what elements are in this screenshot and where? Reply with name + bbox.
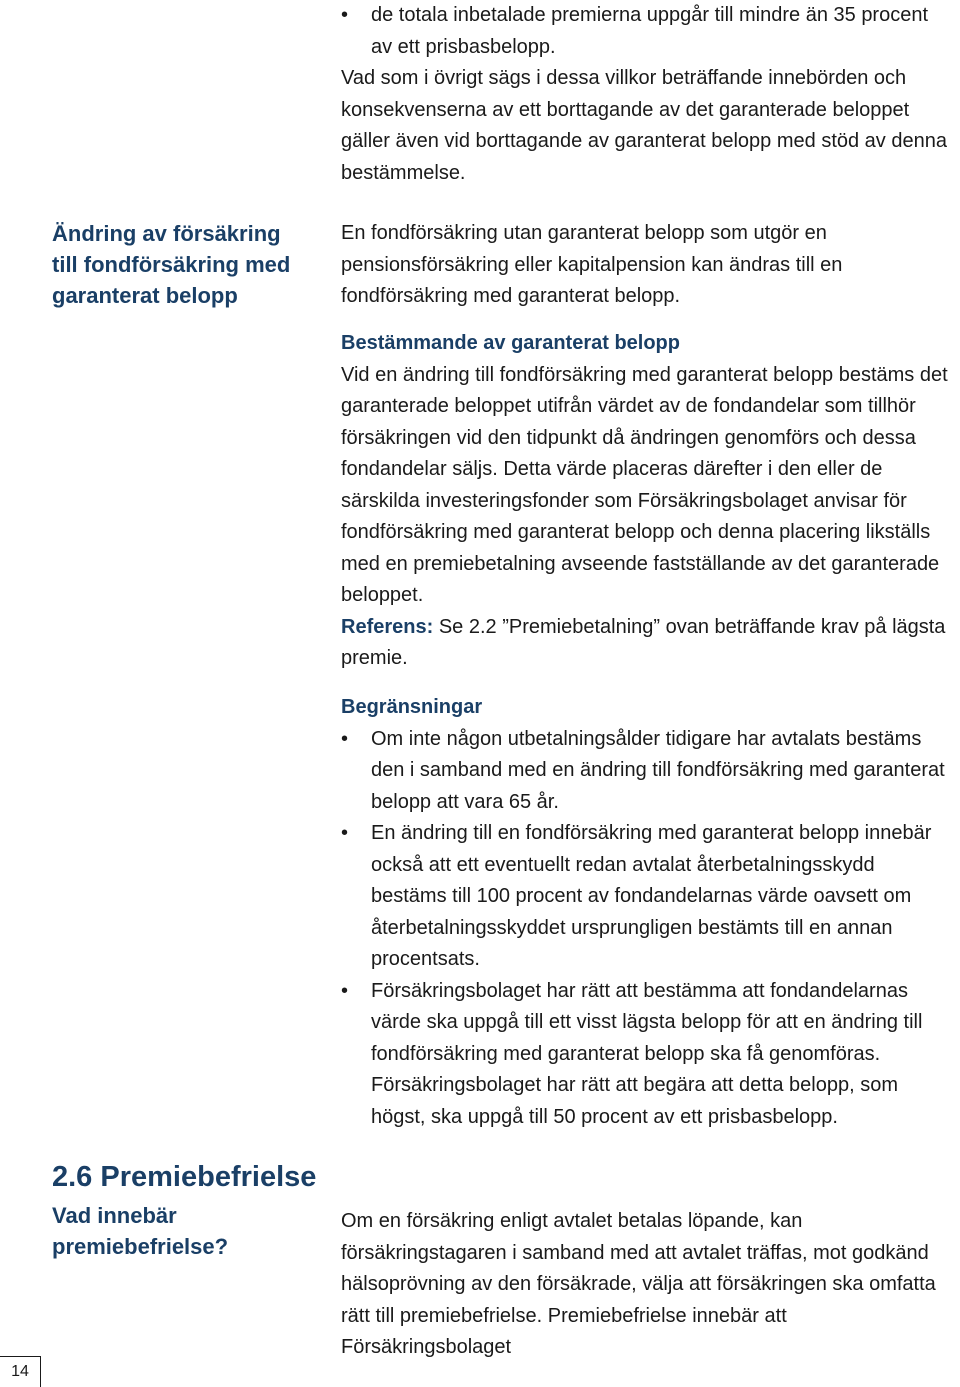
margin-heading-line: garanterat belopp <box>52 283 238 308</box>
top-continuation <box>341 0 953 189</box>
reference-label: Referens: <box>341 615 434 638</box>
paragraph: Vid en ändring till fondförsäkring med garanterat belopp bestäms det garanterade beloppet utifrån värdet av de fondandelar som tillhör försäkringen vid den tidpunkt då ändringen genomförs och dessa fondandelar säljs. Detta värde placeras därefter i den eller de särskilda investeringsfonder som Försäkringsbolaget anvisar för fondförsäkring med garanterat belopp och denna placering likställs med en premiebetalning avseende fastställande av det garanterade beloppet. <box>341 363 948 606</box>
subheading-begransningar: Begränsningar <box>341 696 483 718</box>
reference-text: Se 2.2 ”Premiebetalning” ovan beträffande krav på lägsta premie. <box>341 615 946 669</box>
subheading-bestammande: Bestämmande av garanterat belopp <box>341 332 680 354</box>
list-item: • de totala inbetalade premierna uppgår till mindre än 35 procent av ett prisbasbelopp. <box>341 0 953 63</box>
list-item: • En ändring till en fondförsäkring med garanterat belopp innebär också att ett eventuellt redan avtalat återbetalningsskydd bestäms till 100 procent av fondandelarnas värde oavsett om återbetalningsskyddet ursprungligen bestämts till en annan procentsats. <box>341 818 953 976</box>
section-number: 2.6 Premiebefrielse <box>52 1161 317 1193</box>
section-question <box>52 1200 322 1262</box>
top-bullet-list <box>341 0 953 63</box>
section-2-6-heading <box>52 1160 322 1262</box>
begransningar-list <box>341 724 953 1134</box>
section-question-line: Vad innebär <box>52 1203 177 1228</box>
bestammande-section <box>341 328 953 675</box>
list-item: • Om inte någon utbetalningsålder tidigare har avtalats bestäms den i samband med en ändring till fondförsäkring med garanterat belopp att vara 65 år. <box>341 724 953 819</box>
section-question-line: premiebefrielse? <box>52 1234 229 1259</box>
list-item: • Försäkringsbolaget har rätt att bestämma att fondandelarnas värde ska uppgå till ett visst lägsta belopp för att en ändring till fondförsäkring med garanterat belopp ska få genomföras. Försäkringsbolaget har rätt att begära att detta belopp, som högst, ska uppgå till 50 procent av ett prisbasbelopp. <box>341 976 953 1134</box>
begransningar-section <box>341 692 953 1133</box>
margin-heading-line: till fondförsäkring med <box>52 252 291 277</box>
margin-heading-line: Ändring av försäkring <box>52 221 281 246</box>
margin-heading-andring <box>52 218 322 311</box>
andring-intro: En fondförsäkring utan garanterat belopp som utgör en pensionsförsäkring eller kapitalpension kan ändras till en fondförsäkring med garanterat belopp. <box>341 222 843 307</box>
premiebefrielse-section <box>341 1206 953 1364</box>
page-number: 14 <box>0 1356 41 1387</box>
paragraph: Om en försäkring enligt avtalet betalas löpande, kan försäkringstagaren i samband med att avtalet träffas, mot godkänd hälsoprövning av den försäkrade, välja att försäkringen ska omfatta rätt till premiebefrielse. Premiebefrielse innebär att Försäkringsbolaget <box>341 1210 936 1358</box>
reference-paragraph <box>341 612 953 675</box>
andring-section <box>341 218 953 313</box>
paragraph: Vad som i övrigt sägs i dessa villkor beträffande innebörden och konsekvenserna av ett borttagande av det garanterade beloppet gäller även vid borttagande av garanterat belopp med stöd av denna bestämmelse. <box>341 67 947 184</box>
